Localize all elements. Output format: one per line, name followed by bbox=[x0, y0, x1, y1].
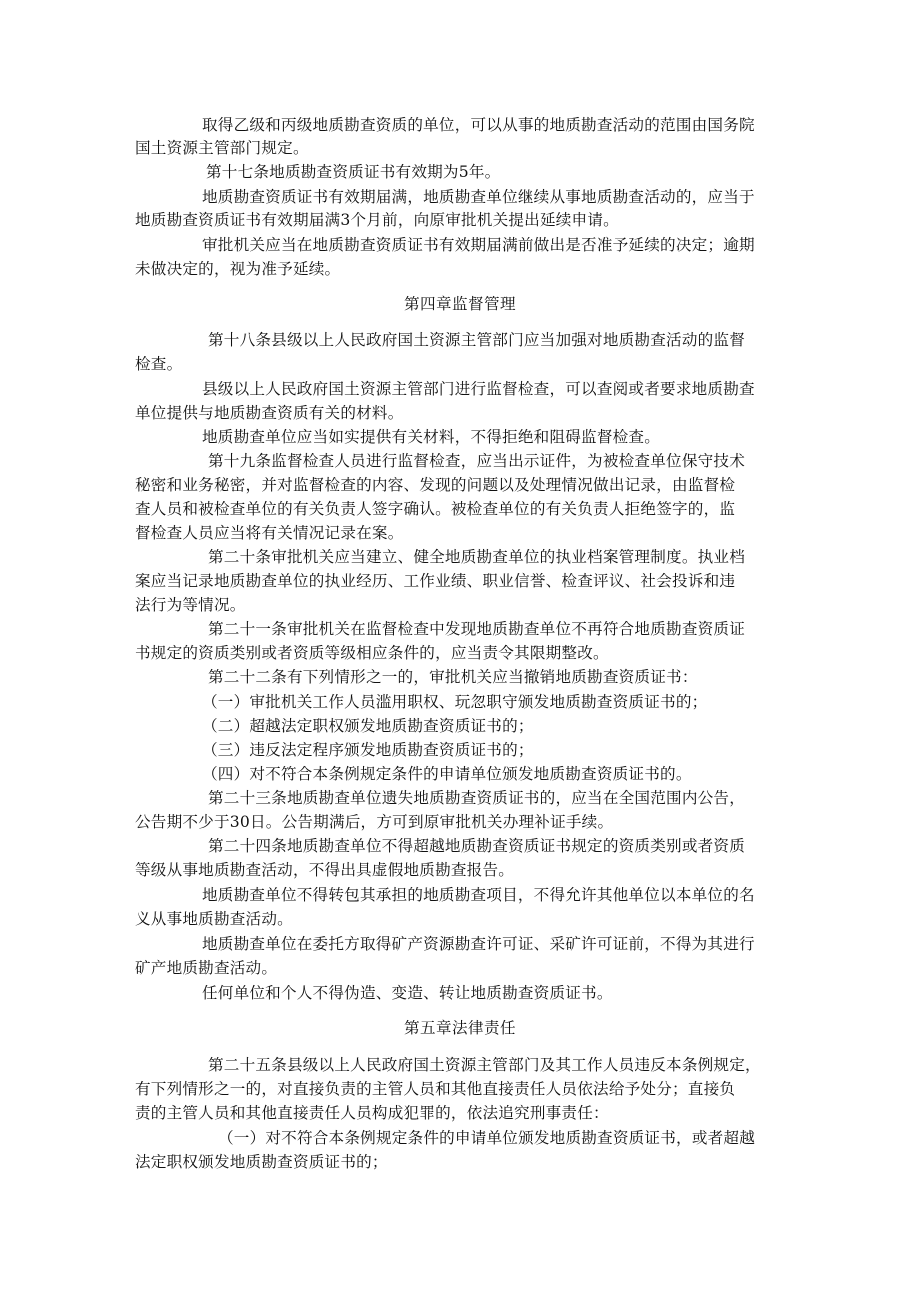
paragraph-6-line-1: 单位提供与地质勘查资质有关的材料。 bbox=[135, 404, 404, 422]
paragraph-8-line-2: 查人员和被检查单位的有关负责人签字确认。被检查单位的有关负责人拒绝签字的，监 bbox=[135, 500, 736, 518]
paragraph-7-line-0: 地质勘查单位应当如实提供有关材料，不得拒绝和阻碍监督检查。 bbox=[202, 428, 661, 446]
paragraph-9-line-0: 第二十条审批机关应当建立、健全地质勘查单位的执业档案管理制度。执业档 bbox=[208, 548, 745, 566]
paragraph-8-line-3: 督检查人员应当将有关情况记录在案。 bbox=[135, 524, 404, 542]
paragraph-17-line-0: 第二十四条地质勘查单位不得超越地质勘查资质证书规定的资质类别或者资质 bbox=[208, 837, 745, 855]
list-item-4: （四）对不符合本条例规定条件的申请单位颁发地质勘查资质证书的。 bbox=[202, 765, 692, 783]
paragraph-6-line-0: 县级以上人民政府国土资源主管部门进行监督检查，可以查阅或者要求地质勘查 bbox=[202, 380, 755, 398]
paragraph-5-line-0: 第十八条县级以上人民政府国土资源主管部门应当加强对地质勘查活动的监督 bbox=[208, 331, 745, 349]
paragraph-23-line-0: （一）对不符合本条例规定条件的申请单位颁发地质勘查资质证书，或者超越 bbox=[218, 1129, 755, 1147]
paragraph-8-line-0: 第十九条监督检查人员进行监督检查，应当出示证件，为被检查单位保守技术 bbox=[208, 452, 745, 470]
paragraph-22-line-1: 有下列情形之一的，对直接负责的主管人员和其他直接责任人员依法给予处分；直接负 bbox=[135, 1080, 736, 1098]
paragraph-17-line-1: 等级从事地质勘查活动，不得出具虚假地质勘查报告。 bbox=[135, 861, 515, 879]
paragraph-22-line-2: 责的主管人员和其他直接责任人员构成犯罪的，依法追究刑事责任： bbox=[135, 1104, 609, 1122]
chapter-heading: 第五章法律责任 bbox=[404, 1019, 516, 1037]
paragraph-19-line-1: 矿产地质勘查活动。 bbox=[135, 959, 278, 977]
paragraph-20-line-0: 任何单位和个人不得伪造、变造、转让地质勘查资质证书。 bbox=[202, 984, 613, 1002]
paragraph-0-line-1: 国土资源主管部门规定。 bbox=[135, 139, 309, 157]
paragraph-10-line-0: 第二十一条审批机关在监督检查中发现地质勘查单位不再符合地质勘查资质证 bbox=[208, 620, 745, 638]
list-item-3: （三）违反法定程序颁发地质勘查资质证书的； bbox=[202, 741, 534, 759]
paragraph-22-line-0: 第二十五条县级以上人民政府国土资源主管部门及其工作人员违反本条例规定， bbox=[208, 1056, 761, 1074]
list-item-1: （一）审批机关工作人员滥用职权、玩忽职守颁发地质勘查资质证书的； bbox=[202, 693, 708, 711]
paragraph-3-line-1: 未做决定的，视为准予延续。 bbox=[135, 260, 341, 278]
list-item-2: （二）超越法定职权颁发地质勘查资质证书的； bbox=[202, 717, 534, 735]
paragraph-1-line-0: 第十七条地质勘查资质证书有效期为5年。 bbox=[206, 163, 501, 181]
paragraph-0-line-0: 取得乙级和丙级地质勘查资质的单位，可以从事的地质勘查活动的范围由国务院 bbox=[202, 116, 755, 134]
chapter-heading: 第四章监督管理 bbox=[404, 295, 516, 313]
paragraph-18-line-1: 义从事地质勘查活动。 bbox=[135, 910, 293, 928]
paragraph-3-line-0: 审批机关应当在地质勘查资质证书有效期届满前做出是否准予延续的决定；逾期 bbox=[202, 236, 755, 254]
paragraph-10-line-1: 书规定的资质类别或者资质等级相应条件的，应当责令其限期整改。 bbox=[135, 644, 609, 662]
paragraph-16-line-1: 公告期不少于30日。公告期满后，方可到原审批机关办理补证手续。 bbox=[135, 813, 614, 831]
paragraph-9-line-2: 法行为等情况。 bbox=[135, 596, 246, 614]
paragraph-8-line-1: 秘密和业务秘密，并对监督检查的内容、发现的问题以及处理情况做出记录，由监督检 bbox=[135, 476, 736, 494]
paragraph-5-line-1: 检查。 bbox=[135, 355, 183, 373]
paragraph-2-line-1: 地质勘查资质证书有效期届满3个月前，向原审批机关提出延续申请。 bbox=[135, 211, 619, 229]
paragraph-19-line-0: 地质勘查单位在委托方取得矿产资源勘查许可证、采矿许可证前，不得为其进行 bbox=[202, 935, 755, 953]
paragraph-11-line-0: 第二十二条有下列情形之一的，审批机关应当撤销地质勘查资质证书： bbox=[208, 668, 698, 686]
paragraph-23-line-1: 法定职权颁发地质勘查资质证书的； bbox=[135, 1153, 388, 1171]
paragraph-18-line-0: 地质勘查单位不得转包其承担的地质勘查项目，不得允许其他单位以本单位的名 bbox=[202, 886, 755, 904]
paragraph-2-line-0: 地质勘查资质证书有效期届满，地质勘查单位继续从事地质勘查活动的，应当于 bbox=[202, 188, 755, 206]
paragraph-9-line-1: 案应当记录地质勘查单位的执业经历、工作业绩、职业信誉、检查评议、社会投诉和违 bbox=[135, 572, 736, 590]
paragraph-16-line-0: 第二十三条地质勘查单位遗失地质勘查资质证书的，应当在全国范围内公告， bbox=[208, 789, 745, 807]
